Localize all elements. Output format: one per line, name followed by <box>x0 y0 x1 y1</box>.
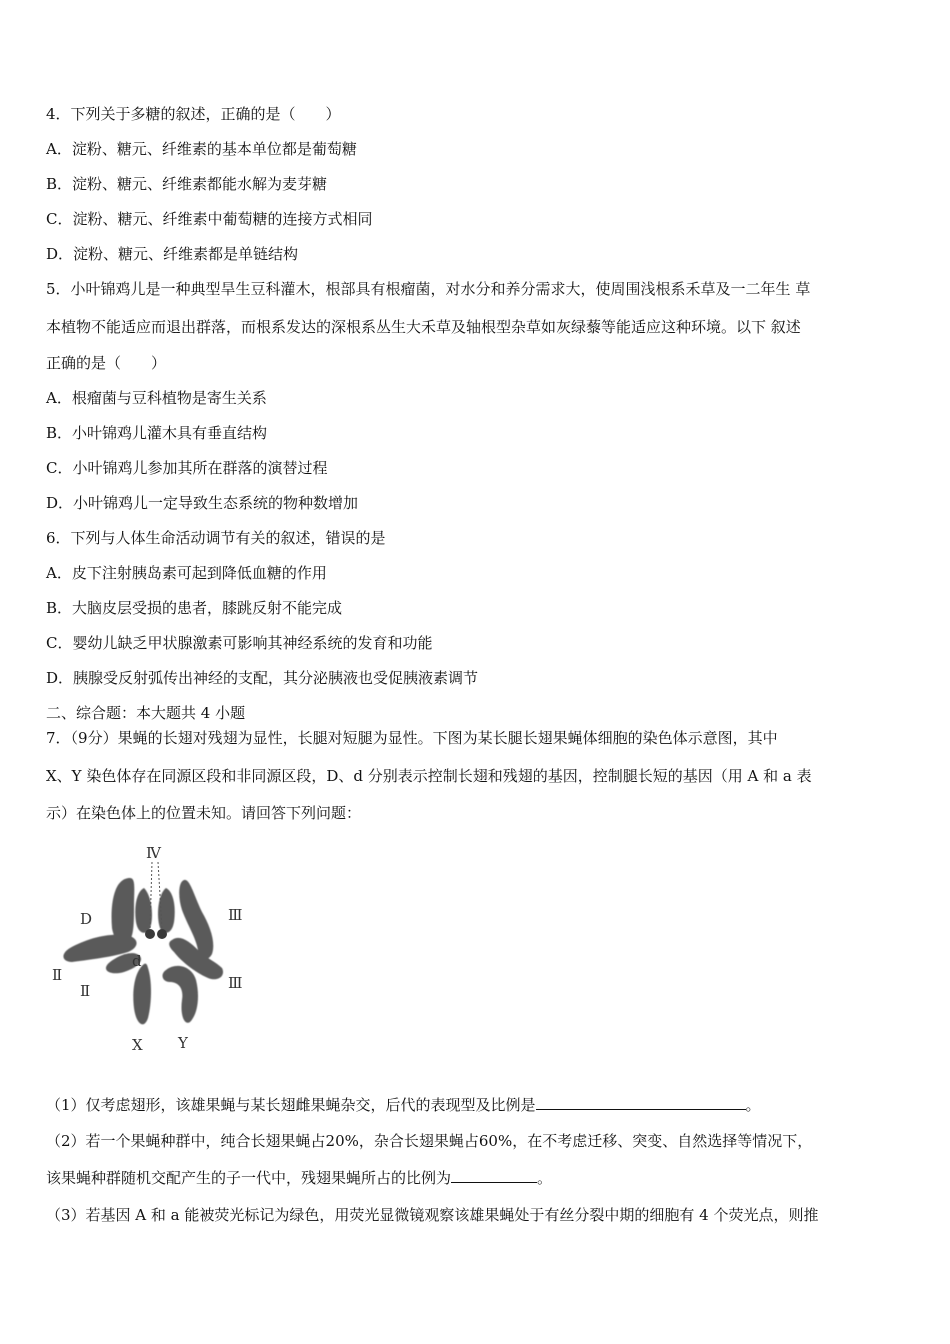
label-gene-d-upper: D <box>80 910 93 928</box>
question-5-option-b: B．小叶锦鸡儿灌木具有垂直结构 <box>46 424 268 442</box>
question-6-option-d: D．胰腺受反射弧传出神经的支配，其分泌胰液也受促胰液素调节 <box>46 669 479 687</box>
section-heading: 二、综合题：本大题共 4 小题 <box>46 704 246 722</box>
answer-blank-1[interactable] <box>536 1095 746 1110</box>
question-4-option-b: B．淀粉、糖元、纤维素都能水解为麦芽糖 <box>46 175 328 193</box>
question-6-option-c: C．婴幼儿缺乏甲状腺激素可影响其神经系统的发育和功能 <box>46 634 433 652</box>
centromere-left <box>145 929 155 939</box>
centromere-right <box>157 929 167 939</box>
question-5-stem-line-2: 本植物不能适应而退出群落，而根系发达的深根系丛生大禾草及轴根型杂草如灰绿藜等能适应这种环境。以下 叙述 <box>46 318 801 336</box>
chromosome-ii-left-upper <box>112 878 135 943</box>
question-7-part-2-end: 。 <box>537 1169 553 1187</box>
question-7-part-1-end: 。 <box>745 1096 761 1114</box>
chromosome-y <box>163 966 198 1023</box>
question-5-stem-line-1: 5．小叶锦鸡儿是一种典型旱生豆科灌木，根部具有根瘤菌，对水分和养分需求大，使周围浅根系禾草及一二年生 草 <box>46 280 811 298</box>
question-5-stem-line-3: 正确的是（ ） <box>46 354 167 372</box>
question-7-part-2-line-2 <box>46 1168 552 1188</box>
label-iii-top: Ⅲ <box>228 906 243 924</box>
question-5-option-d: D．小叶锦鸡儿一定导致生态系统的物种数增加 <box>46 494 359 512</box>
question-5-option-c: C．小叶锦鸡儿参加其所在群落的演替过程 <box>46 459 328 477</box>
label-x: X <box>132 1036 143 1054</box>
answer-blank-2[interactable] <box>451 1168 537 1183</box>
question-7-part-3: （3）若基因 A 和 a 能被荧光标记为绿色，用荧光显微镜观察该雄果蝇处于有丝分裂中期的细胞有 4 个荧光点，则推 <box>46 1206 819 1224</box>
label-y: Y <box>178 1034 188 1052</box>
question-6-option-a: A．皮下注射胰岛素可起到降低血糖的作用 <box>46 564 327 582</box>
question-7-stem-line-3: 示）在染色体上的位置未知。请回答下列问题： <box>46 804 362 822</box>
label-gene-d-lower: d <box>132 952 142 970</box>
label-iv: Ⅳ <box>146 844 161 862</box>
question-5-option-a: A．根瘤菌与豆科植物是寄生关系 <box>46 389 267 407</box>
label-ii-lower: Ⅱ <box>80 982 91 1000</box>
question-7-stem-line-1: 7．（9分）果蝇的长翅对残翅为显性，长腿对短腿为显性。下图为某长腿长翅果蝇体细胞的染色体示意图，其中 <box>46 729 778 747</box>
label-iii-lower: Ⅲ <box>228 974 243 992</box>
question-6-stem: 6．下列与人体生命活动调节有关的叙述，错误的是 <box>46 529 386 547</box>
chromosome-diagram <box>48 842 253 1057</box>
question-4-option-c: C．淀粉、糖元、纤维素中葡萄糖的连接方式相同 <box>46 210 373 228</box>
chromosome-iv-left <box>135 888 152 933</box>
label-ii-left: Ⅱ <box>52 966 63 984</box>
question-4-option-d: D．淀粉、糖元、纤维素都是单链结构 <box>46 245 299 263</box>
question-7-part-1 <box>46 1095 761 1115</box>
question-4-stem: 4．下列关于多糖的叙述，正确的是（ ） <box>46 105 341 123</box>
chromosome-x <box>133 964 151 1025</box>
question-7-part-2-text: 该果蝇种群随机交配产生的子一代中，残翅果蝇所占的比例为 <box>46 1169 452 1187</box>
question-6-option-b: B．大脑皮层受损的患者，膝跳反射不能完成 <box>46 599 343 617</box>
question-7-stem-line-2: X、Y 染色体存在同源区段和非同源区段，D、d 分别表示控制长翅和残翅的基因，控制腿长短的基因（用 A 和 a 表 <box>46 767 812 785</box>
question-4-option-a: A．淀粉、糖元、纤维素的基本单位都是葡萄糖 <box>46 140 357 158</box>
question-7-part-1-text: （1）仅考虑翅形，该雄果蝇与某长翅雌果蝇杂交，后代的表现型及比例是 <box>46 1096 536 1114</box>
question-7-part-2-line-1: （2）若一个果蝇种群中，纯合长翅果蝇占20%，杂合长翅果蝇占60%，在不考虑迁移、突变、自然选择等情况下， <box>46 1132 813 1150</box>
